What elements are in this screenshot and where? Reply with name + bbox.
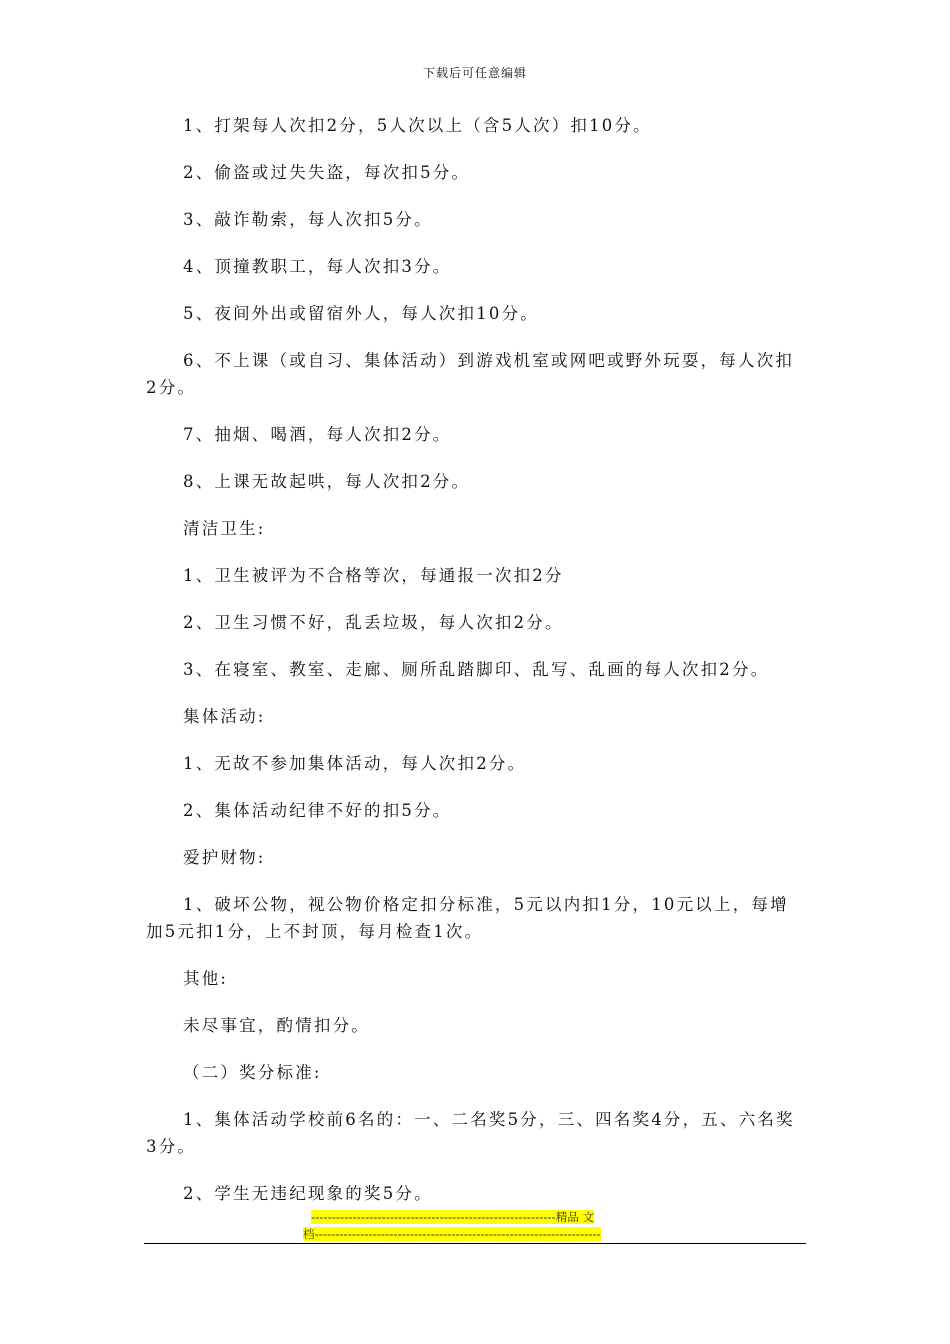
document-body (146, 112, 806, 1227)
paragraph: 未尽事宜，酌情扣分。 (183, 1016, 370, 1035)
paragraph: 2、偷盗或过失失盗，每次扣5分。 (183, 163, 471, 182)
paragraph: 1、无故不参加集体活动，每人次扣2分。 (183, 754, 527, 773)
section-heading: 清洁卫生: (183, 519, 266, 538)
paragraph: 6、不上课（或自习、集体活动）到游戏机室或网吧或野外玩耍，每人次扣2分。 (146, 351, 795, 397)
paragraph: 1、卫生被评为不合格等次，每通报一次扣2分 (183, 566, 564, 585)
paragraph: 1、破坏公物，视公物价格定扣分标准，5元以内扣1分，10元以上，每增加5元扣1分，上不封顶，每月检查1次。 (146, 895, 789, 941)
paragraph: 7、抽烟、喝酒，每人次扣2分。 (183, 425, 452, 444)
paragraph: 2、卫生习惯不好，乱丢垃圾，每人次扣2分。 (183, 613, 564, 632)
paragraph: 2、集体活动纪律不好的扣5分。 (183, 801, 452, 820)
footer-divider (144, 1243, 806, 1244)
paragraph: 1、打架每人次扣2分，5人次以上（含5人次）扣10分。 (183, 116, 652, 135)
section-heading: 集体活动: (183, 707, 266, 726)
section-heading: 其他: (183, 969, 229, 988)
section-heading: 爱护财物: (183, 848, 266, 867)
paragraph: 4、顶撞教职工，每人次扣3分。 (183, 257, 452, 276)
paragraph: 3、在寝室、教室、走廊、厕所乱踏脚印、乱写、乱画的每人次扣2分。 (183, 660, 770, 679)
footer-line-1: -----------------------------------------------------------精品 文 (311, 1210, 594, 1224)
footer-line-2: 档--------------------------------------------------------------------- (303, 1227, 601, 1241)
paragraph: 3、敲诈勒索，每人次扣5分。 (183, 210, 433, 229)
paragraph: 5、夜间外出或留宿外人，每人次扣10分。 (183, 304, 539, 323)
paragraph: 1、集体活动学校前6名的：一、二名奖5分，三、四名奖4分，五、六名奖3分。 (146, 1110, 795, 1156)
page-header: 下载后可任意编辑 (422, 66, 527, 80)
paragraph: 8、上课无故起哄，每人次扣2分。 (183, 472, 471, 491)
footer-watermark (303, 1209, 649, 1243)
paragraph: 2、学生无违纪现象的奖5分。 (183, 1184, 433, 1203)
section-heading: （二）奖分标准: (183, 1063, 322, 1082)
